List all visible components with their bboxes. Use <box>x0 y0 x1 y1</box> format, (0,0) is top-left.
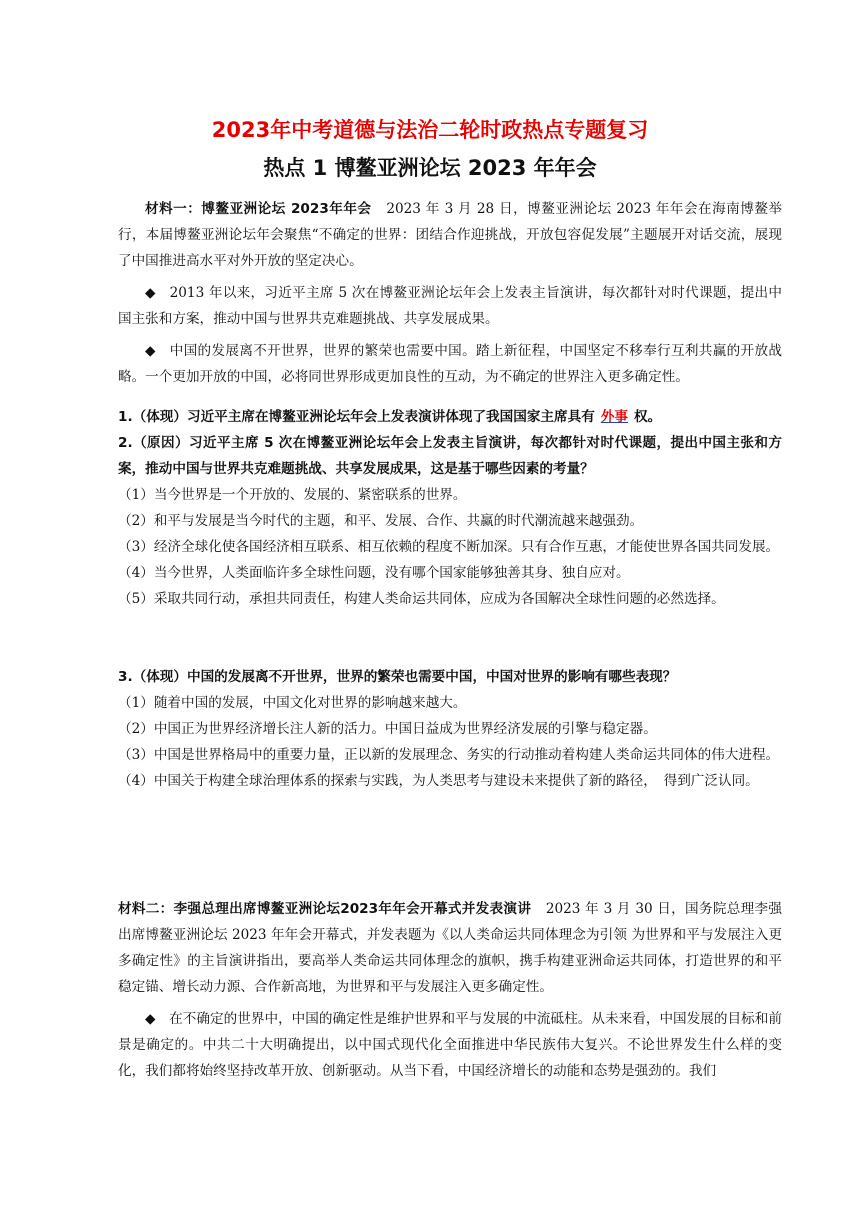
question-2 <box>118 430 782 612</box>
question-2-text: 2.（原因）习近平主席 5 次在博鳌亚洲论坛年会上发表主旨演讲，每次都针对时代课题，提出中国主张和方案，推动中国与世界共克难题挑战、共享发展成果，这是基于哪些因素的考量？ <box>118 435 782 477</box>
material-one-text: 2023 年 3 月 28 日，博鳌亚洲论坛 2023 年年会在海南博鳌举行，本届博鳌亚洲论坛年会聚焦“不确定的世界：团结合作迎挑战，开放包容促发展”主题展开对话交流，展现了中国推进高水平对外开放的坚定决心。 <box>118 201 782 269</box>
question-1-suffix: 权。 <box>634 409 662 425</box>
question-3-answer-3: （3）中国是世界格局中的重要力量，正以新的发展理念、务实的行动推动着构建人类命运共同体的伟大进程。 <box>118 747 780 763</box>
material-two-heading: 材料二：李强总理出席博鳌亚洲论坛2023年年会开幕式并发表演讲 <box>118 901 532 917</box>
material-two-intro <box>118 896 782 1000</box>
question-2-answer-5: （5）采取共同行动，承担共同责任，构建人类命运共同体，应成为各国解决全球性问题的必然选择。 <box>118 591 725 607</box>
material-one-bullet-1: ◆ 2013 年以来，习近平主席 5 次在博鳌亚洲论坛年会上发表主旨演讲，每次都针对时代课题，提出中国主张和方案，推动中国与世界共克难题挑战、共享发展成果。 <box>118 285 782 327</box>
question-3-answer-1: （1）随着中国的发展，中国文化对世界的影响越来越大。 <box>118 695 467 711</box>
material-one-bullet-2: ◆ 中国的发展离不开世界，世界的繁荣也需要中国。踏上新征程，中国坚定不移奉行互利共赢的开放战略。一个更加开放的中国，必将同世界形成更加良性的互动，为不确定的世界注入更多确定性。 <box>118 343 782 385</box>
material-two-bullet-1: ◆ 在不确定的世界中，中国的确定性是维护世界和平与发展的中流砥柱。从未来看，中国发展的目标和前景是确定的。中共二十大明确提出，以中国式现代化全面推进中华民族伟大复兴。不论世界发生什么样的变化，我们都将始终坚持改革开放、创新驱动。从当下看，中国经济增长的动能和态势是强劲的。我们 <box>118 1011 782 1079</box>
question-3-answer-2: （2）中国正为世界经济增长注人新的活力。中国日益成为世界经济发展的引擎与稳定器。 <box>118 721 657 737</box>
material-one-heading: 材料一：博鳌亚洲论坛 2023年年会 <box>145 201 372 217</box>
question-3-text: 3.（体现）中国的发展离不开世界，世界的繁荣也需要中国，中国对世界的影响有哪些表现？ <box>118 669 677 685</box>
material-two-text: 2023 年 3 月 30 日，国务院总理李强出席博鳌亚洲论坛 2023 年年会开幕式，并发表题为《以人类命运共同体理念为引领 为世界和平与发展注入更多确定性》的主旨演讲指出，要高举人类命运共同体理念的旗帜，携手构建亚洲命运共同体，打造世界的和平稳定锚、增长动力源、合作新高地，为世界和平与发展注入更多确定性。 <box>118 901 782 995</box>
document-subtitle: 热点 1 博鳌亚洲论坛 2023 年年会 <box>263 156 597 180</box>
material-one-section <box>118 196 782 390</box>
question-1-prompt: 1.（体现）习近平主席在博鳌亚洲论坛年会上发表演讲体现了我国国家主席具有 <box>118 409 595 425</box>
question-1-answer: 外事 <box>600 409 628 425</box>
question-2-answer-3: （3）经济全球化使各国经济相互联系、相互依赖的程度不断加深。只有合作互惠，才能使世界各国共同发展。 <box>118 539 780 555</box>
question-2-answer-2: （2）和平与发展是当今时代的主题，和平、发展、合作、共赢的时代潮流越来越强劲。 <box>118 513 644 529</box>
material-one-intro <box>118 196 782 274</box>
material-two-section <box>118 896 782 1084</box>
document-title: 2023年中考道德与法治二轮时政热点专题复习 <box>211 118 649 142</box>
question-1-text <box>118 404 782 430</box>
question-3-answer-4: （4）中国关于构建全球治理体系的探索与实践，为人类思考与建设未来提供了新的路径， 得到广泛认同。 <box>118 773 759 789</box>
question-3 <box>118 664 782 794</box>
question-2-answer-1: （1）当今世界是一个开放的、发展的、紧密联系的世界。 <box>118 487 467 503</box>
question-1 <box>118 404 782 430</box>
question-2-answer-4: （4）当今世界，人类面临许多全球性问题，没有哪个国家能够独善其身、独自应对。 <box>118 565 630 581</box>
